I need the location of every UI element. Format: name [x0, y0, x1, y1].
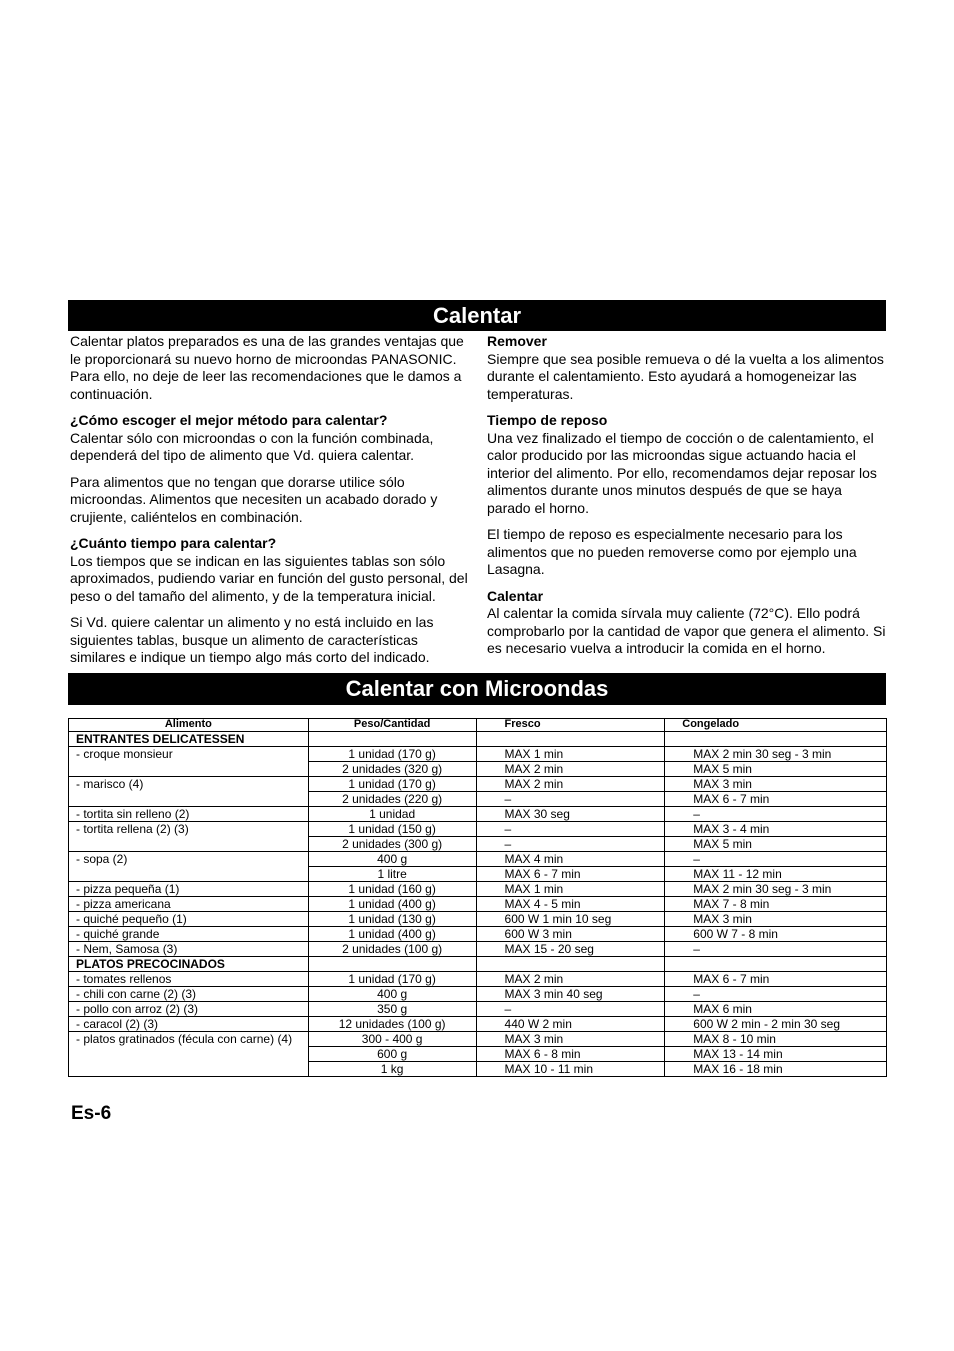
cell-frozen: – [665, 807, 887, 822]
cell-quantity: 300 - 400 g [308, 1032, 476, 1047]
cell-frozen: MAX 6 min [665, 1002, 887, 1017]
table-row [69, 1002, 887, 1017]
cell-food [69, 792, 309, 807]
category-label: ENTRANTES DELICATESSEN [69, 732, 309, 747]
cell-frozen: MAX 8 - 10 min [665, 1032, 887, 1047]
cell-food: - marisco (4) [69, 777, 309, 792]
cell-frozen: MAX 16 - 18 min [665, 1062, 887, 1077]
table-header-row [69, 719, 887, 732]
cell-quantity: 2 unidades (220 g) [308, 792, 476, 807]
table-row [69, 747, 887, 762]
section-title-calentar: Calentar [68, 300, 886, 331]
table-row [69, 792, 887, 807]
cell-fresh: MAX 10 - 11 min [476, 1062, 665, 1077]
cell-quantity: 400 g [308, 987, 476, 1002]
table-row [69, 1017, 887, 1032]
cell-frozen: – [665, 942, 887, 957]
cell-food: - quiché pequeño (1) [69, 912, 309, 927]
table-row [69, 777, 887, 792]
empty-cell [476, 732, 665, 747]
header-frozen: Congelado [665, 719, 887, 732]
cell-frozen: MAX 2 min 30 seg - 3 min [665, 882, 887, 897]
cell-quantity: 1 unidad (400 g) [308, 927, 476, 942]
cell-food [69, 867, 309, 882]
cell-frozen: 600 W 2 min - 2 min 30 seg [665, 1017, 887, 1032]
cell-quantity: 1 litre [308, 867, 476, 882]
category-label: PLATOS PRECOCINADOS [69, 957, 309, 972]
table-row [69, 972, 887, 987]
empty-cell [665, 732, 887, 747]
category-row [69, 957, 887, 972]
heating-table [68, 718, 887, 1077]
header-fresh: Fresco [476, 719, 665, 732]
cell-food [69, 837, 309, 852]
cell-fresh: MAX 1 min [476, 882, 665, 897]
cell-frozen: MAX 13 - 14 min [665, 1047, 887, 1062]
cell-fresh: MAX 2 min [476, 972, 665, 987]
section-title-microondas: Calentar con Microondas [68, 673, 886, 705]
cell-food: - tortita sin relleno (2) [69, 807, 309, 822]
cell-frozen: MAX 5 min [665, 762, 887, 777]
cell-food: - caracol (2) (3) [69, 1017, 309, 1032]
heading-time: ¿Cuánto tiempo para calentar? [70, 535, 277, 551]
table-row [69, 852, 887, 867]
cell-food: - pizza pequeña (1) [69, 882, 309, 897]
cell-quantity: 2 unidades (320 g) [308, 762, 476, 777]
cell-quantity: 2 unidades (100 g) [308, 942, 476, 957]
cell-quantity: 350 g [308, 1002, 476, 1017]
cell-fresh: MAX 4 min [476, 852, 665, 867]
cell-quantity: 1 unidad [308, 807, 476, 822]
cell-food: - Nem, Samosa (3) [69, 942, 309, 957]
cell-fresh: MAX 2 min [476, 762, 665, 777]
paragraph-standing-lasagna: El tiempo de reposo es especialmente necesario para los alimentos que no pueden removerse como por ejemplo una Lasagna. [487, 526, 857, 577]
cell-fresh: – [476, 792, 665, 807]
cell-quantity: 1 unidad (170 g) [308, 777, 476, 792]
table-row [69, 807, 887, 822]
table-row [69, 927, 887, 942]
heading-heat: Calentar [487, 587, 544, 604]
cell-fresh: MAX 6 - 8 min [476, 1047, 665, 1062]
table-row [69, 942, 887, 957]
cell-quantity: 400 g [308, 852, 476, 867]
heading-standing-time: Tiempo de reposo [487, 412, 608, 428]
table-row [69, 882, 887, 897]
cell-fresh: MAX 15 - 20 seg [476, 942, 665, 957]
cell-fresh: – [476, 837, 665, 852]
header-quantity: Peso/Cantidad [308, 719, 476, 732]
empty-cell [476, 957, 665, 972]
cell-frozen: MAX 3 min [665, 912, 887, 927]
cell-quantity: 1 unidad (170 g) [308, 747, 476, 762]
cell-food [69, 1062, 309, 1077]
cell-frozen: – [665, 987, 887, 1002]
paragraph-browning: Para alimentos que no tengan que dorarse utilice sólo microondas. Alimentos que necesiten un acabado dorado y crujiente, caliéntelos en combinación. [70, 473, 438, 525]
cell-frozen: MAX 11 - 12 min [665, 867, 887, 882]
paragraph-time: Los tiempos que se indican en las siguientes tablas son sólo aproximados, pudiendo variar en función del gusto personal, del peso o del tamaño del alimento, y de la temperatura inicial. [70, 552, 468, 604]
cell-food: - pollo con arroz (2) (3) [69, 1002, 309, 1017]
cell-fresh: MAX 6 - 7 min [476, 867, 665, 882]
cell-fresh: 440 W 2 min [476, 1017, 665, 1032]
cell-quantity: 2 unidades (300 g) [308, 837, 476, 852]
cell-quantity: 1 unidad (170 g) [308, 972, 476, 987]
table-row [69, 822, 887, 837]
cell-fresh: 600 W 3 min [476, 927, 665, 942]
intro-paragraph: Calentar platos preparados es una de las grandes ventajas que le proporcionará su nuevo horno de microondas PANASONIC. Para ello, no deje de leer las recomendaciones que le damos a continuación. [70, 333, 464, 402]
cell-fresh: MAX 30 seg [476, 807, 665, 822]
cell-food [69, 762, 309, 777]
cell-fresh: – [476, 1002, 665, 1017]
table-row [69, 1047, 887, 1062]
table-row [69, 837, 887, 852]
cell-quantity: 12 unidades (100 g) [308, 1017, 476, 1032]
cell-fresh: – [476, 822, 665, 837]
cell-quantity: 600 g [308, 1047, 476, 1062]
heading-method: ¿Cómo escoger el mejor método para calentar? [70, 412, 388, 428]
cell-food: - platos gratinados (fécula con carne) (4) [69, 1032, 309, 1047]
category-row [69, 732, 887, 747]
cell-frozen: MAX 5 min [665, 837, 887, 852]
right-column [487, 333, 887, 667]
cell-frozen: MAX 2 min 30 seg - 3 min [665, 747, 887, 762]
table-row [69, 1032, 887, 1047]
cell-quantity: 1 unidad (130 g) [308, 912, 476, 927]
cell-frozen: MAX 3 min [665, 777, 887, 792]
cell-food [69, 1047, 309, 1062]
paragraph-not-included: Si Vd. quiere calentar un alimento y no está incluido en las siguientes tablas, busque un alimento de características similares e indique un tiempo algo más corto del indicado. [70, 614, 434, 665]
cell-food: - pizza americana [69, 897, 309, 912]
cell-frozen: MAX 3 - 4 min [665, 822, 887, 837]
cell-fresh: MAX 3 min [476, 1032, 665, 1047]
cell-food: - sopa (2) [69, 852, 309, 867]
cell-food: - tortita rellena (2) (3) [69, 822, 309, 837]
paragraph-standing-time: Una vez finalizado el tiempo de cocción o de calentamiento, el calor producido por las microondas sigue actuando hacia el interior del alimento. Por ello, recomendamos dejar reposar los alimentos durante unos minutos después de que se haya parado el horno. [487, 429, 877, 516]
empty-cell [308, 732, 476, 747]
table-row [69, 987, 887, 1002]
cell-frozen: MAX 6 - 7 min [665, 972, 887, 987]
cell-food: - croque monsieur [69, 747, 309, 762]
page-number: Es-6 [71, 1103, 112, 1124]
cell-fresh: 600 W 1 min 10 seg [476, 912, 665, 927]
table-row [69, 762, 887, 777]
empty-cell [308, 957, 476, 972]
cell-fresh: MAX 3 min 40 seg [476, 987, 665, 1002]
cell-frozen: MAX 7 - 8 min [665, 897, 887, 912]
paragraph-stir: Siempre que sea posible remueva o dé la vuelta a los alimentos durante el calentamiento. Esto ayudará a homogeneizar las temperaturas. [487, 350, 884, 402]
table-row [69, 897, 887, 912]
left-column [70, 333, 468, 676]
table-row [69, 867, 887, 882]
cell-food: - chili con carne (2) (3) [69, 987, 309, 1002]
paragraph-heat: Al calentar la comida sírvala muy caliente (72°C). Ello podrá comprobarlo por la cantidad de vapor que genera el alimento. Si es necesario vuelva a introducir la comida en el horno. [487, 605, 886, 656]
cell-fresh: MAX 2 min [476, 777, 665, 792]
cell-quantity: 1 unidad (400 g) [308, 897, 476, 912]
cell-fresh: MAX 1 min [476, 747, 665, 762]
cell-food: - tomates rellenos [69, 972, 309, 987]
paragraph-method: Calentar sólo con microondas o con la función combinada, dependerá del tipo de alimento que Vd. quiera calentar. [70, 429, 434, 463]
cell-quantity: 1 unidad (160 g) [308, 882, 476, 897]
heading-stir: Remover [487, 333, 547, 349]
cell-food: - quiché grande [69, 927, 309, 942]
table-row [69, 912, 887, 927]
table-body [69, 732, 887, 1077]
header-food: Alimento [69, 719, 309, 732]
empty-cell [665, 957, 887, 972]
cell-frozen: 600 W 7 - 8 min [665, 927, 887, 942]
table-row [69, 1062, 887, 1077]
cell-frozen: MAX 6 - 7 min [665, 792, 887, 807]
cell-quantity: 1 kg [308, 1062, 476, 1077]
cell-frozen: – [665, 852, 887, 867]
cell-fresh: MAX 4 - 5 min [476, 897, 665, 912]
cell-quantity: 1 unidad (150 g) [308, 822, 476, 837]
